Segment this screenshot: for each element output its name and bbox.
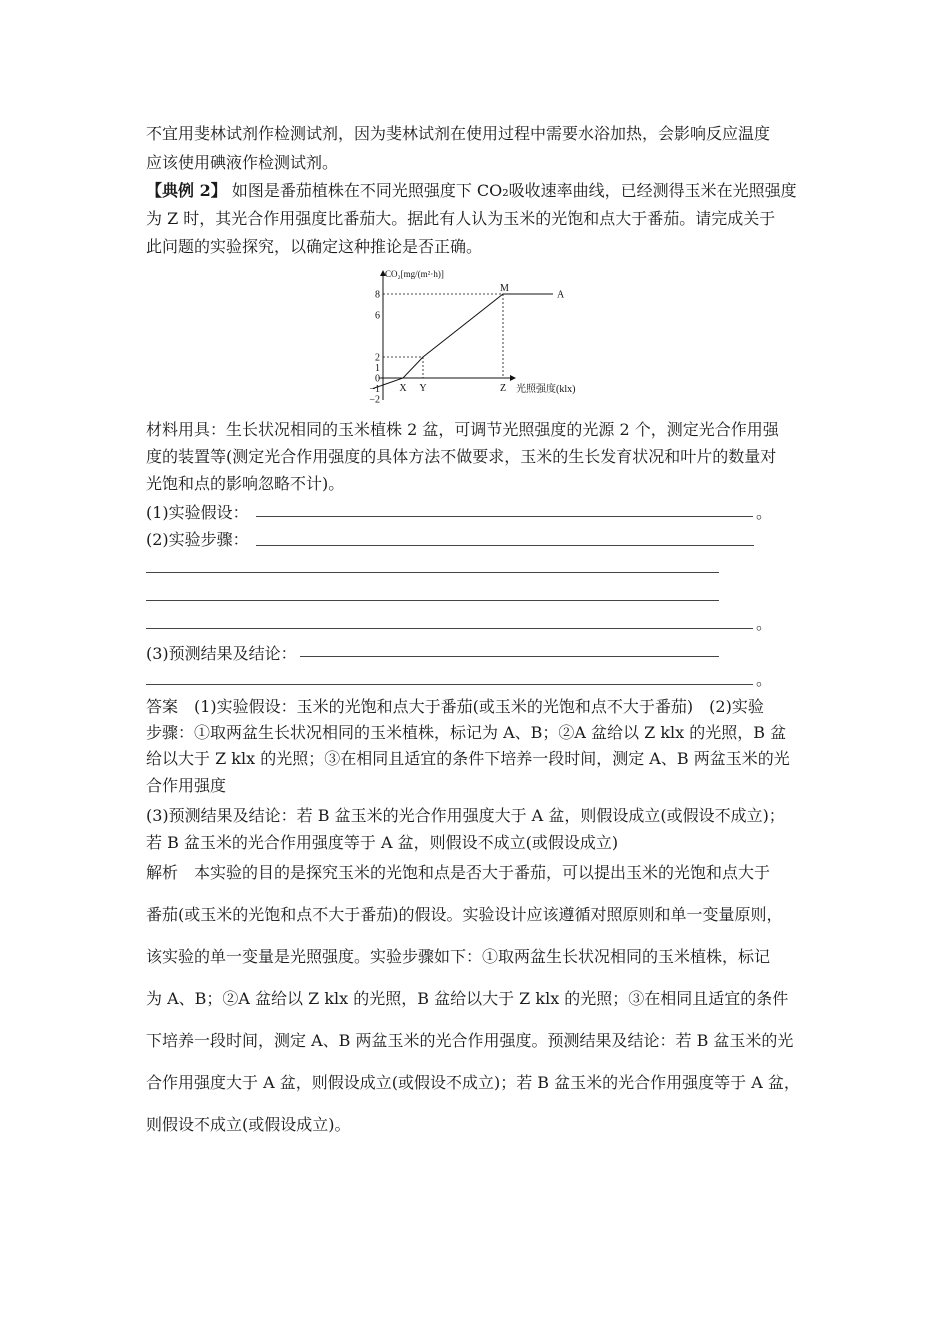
answer-line: 答案 (1)实验假设：玉米的光饱和点大于番茄(或玉米的光饱和点不大于番茄) (2)实验	[146, 697, 764, 716]
y-tick-label: −1	[369, 384, 380, 395]
question-2-label: (2)实验步骤：	[146, 530, 249, 549]
x-tick-label: Y	[419, 383, 427, 394]
example-text: 如图是番茄植株在不同光照强度下 CO₂吸收速率曲线，已经测得玉米在光照强度	[231, 181, 797, 200]
answer-blank[interactable]	[256, 516, 753, 517]
example-line: 此问题的实验探究，以确定这种推论是否正确。	[146, 237, 483, 256]
answer-blank[interactable]	[300, 656, 719, 657]
period: 。	[756, 614, 773, 633]
materials-line: 材料用具：生长状况相同的玉米植株 2 盆，可调节光照强度的光源 2 个，测定光合作用强	[146, 420, 779, 439]
analysis-line: 该实验的单一变量是光照强度。实验步骤如下：①取两盆生长状况相同的玉米植株，标记	[146, 947, 771, 966]
answer-line: 若 B 盆玉米的光合作用强度等于 A 盆，则假设不成立(或假设成立)	[146, 833, 619, 852]
y-tick-label: 2	[375, 352, 380, 364]
answer-line: 合作用强度	[146, 776, 227, 795]
answer-blank[interactable]	[146, 628, 753, 629]
analysis-line: 番茄(或玉米的光饱和点不大于番茄)的假设。实验设计应该遵循对照原则和单一变量原则，	[146, 905, 783, 924]
materials-line: 度的装置等(测定光合作用强度的具体方法不做要求，玉米的生长发育状况和叶片的数量对	[146, 447, 777, 466]
analysis-line: 下培养一段时间，测定 A、B 两盆玉米的光合作用强度。预测结果及结论：若 B 盆玉米的光	[146, 1031, 794, 1050]
point-label-m: M	[500, 283, 509, 294]
answer-blank[interactable]	[146, 600, 719, 601]
x-tick-label: Z	[499, 383, 507, 394]
intro-line: 不宜用斐林试剂作检测试剂，因为斐林试剂在使用过程中需要水浴加热，会影响反应温度	[146, 124, 771, 143]
period: 。	[756, 503, 773, 522]
example-line	[146, 181, 826, 201]
example-label: 【典例 2】	[146, 181, 227, 200]
analysis-line: 为 A、B；②A 盆给以 Z klx 的光照，B 盆给以大于 Z klx 的光照；③在相同且适宜的条件	[146, 989, 789, 1008]
series-line	[373, 294, 553, 389]
x-axis-label: 光照强度(klx)	[516, 384, 576, 395]
example-line: 为 Z 时，其光合作用强度比番茄大。据此有人认为玉米的光饱和点大于番茄。请完成关于	[146, 209, 776, 228]
co2-absorption-chart	[345, 266, 595, 406]
answer-blank[interactable]	[146, 684, 753, 685]
answer-line: (3)预测结果及结论：若 B 盆玉米的光合作用强度大于 A 盆，则假设成立(或假设不成立)；	[146, 806, 785, 825]
y-axis-label: CO₂[mg/(m²·h)]	[385, 269, 444, 279]
y-tick-label: 8	[375, 289, 380, 301]
question-3-label: (3)预测结果及结论：	[146, 644, 297, 663]
answer-blank[interactable]	[146, 572, 719, 573]
y-tick-label: 1	[375, 363, 380, 374]
point-label-a: A	[557, 289, 565, 301]
question-1-label: (1)实验假设：	[146, 503, 249, 522]
materials-line: 光饱和点的影响忽略不计)。	[146, 474, 345, 493]
answer-line: 步骤：①取两盆生长状况相同的玉米植株，标记为 A、B；②A 盆给以 Z klx 的光照，B 盆	[146, 723, 787, 742]
analysis-line: 解析 本实验的目的是探究玉米的光饱和点是否大于番茄，可以提出玉米的光饱和点大于	[146, 863, 771, 882]
intro-line: 应该使用碘液作检测试剂。	[146, 153, 339, 172]
y-tick-label: −2	[369, 394, 380, 406]
answer-blank[interactable]	[256, 545, 754, 546]
period: 。	[756, 670, 773, 689]
x-tick-label: X	[399, 383, 407, 394]
analysis-line: 则假设不成立(或假设成立)。	[146, 1115, 351, 1134]
analysis-line: 合作用强度大于 A 盆，则假设成立(或假设不成立)；若 B 盆玉米的光合作用强度等于 A 盆，	[146, 1073, 800, 1092]
answer-line: 给以大于 Z klx 的光照；③在相同且适宜的条件下培养一段时间，测定 A、B 两盆玉米的光	[146, 749, 790, 768]
y-tick-label: 0	[375, 373, 380, 385]
y-tick-label: 6	[375, 310, 380, 322]
